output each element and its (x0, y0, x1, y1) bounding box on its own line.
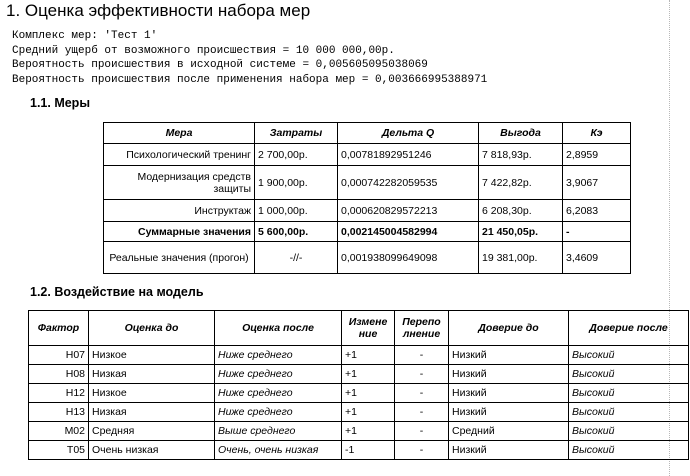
benefit-cell: 21 450,05р. (479, 222, 563, 242)
trust-after-cell: Высокий (569, 346, 689, 365)
rating-after-cell: Ниже среднего (215, 403, 342, 422)
rating-after-cell: Выше среднего (215, 422, 342, 441)
trust-before-cell: Низкий (449, 346, 569, 365)
info-line: Вероятность происшествия в исходной системе = 0,005605095038069 (12, 59, 428, 71)
section-title-impact: 1.2. Воздействие на модель (30, 285, 204, 299)
column-header: Доверие до (449, 311, 569, 346)
trust-before-cell: Низкий (449, 384, 569, 403)
table-header-row (104, 123, 631, 144)
trust-after-cell: Высокий (569, 365, 689, 384)
table-row (104, 166, 631, 200)
summary-block (12, 29, 487, 87)
table-row-total (104, 222, 631, 242)
impact-table (28, 310, 689, 460)
cost-cell: 5 600,00р. (255, 222, 338, 242)
rating-before-cell: Низкое (89, 346, 215, 365)
column-header: Оценка до (89, 311, 215, 346)
measure-cell: Психологический тренинг (104, 144, 255, 166)
delta-q-cell: 0,001938099649098 (338, 242, 479, 274)
factor-cell: M02 (29, 422, 89, 441)
table-row (29, 346, 689, 365)
benefit-cell: 7 818,93р. (479, 144, 563, 166)
rating-before-cell: Низкая (89, 403, 215, 422)
rating-before-cell: Очень низкая (89, 441, 215, 460)
trust-after-cell: Высокий (569, 384, 689, 403)
info-line: Комплекс мер: 'Тест 1' (12, 30, 158, 42)
factor-cell: H07 (29, 346, 89, 365)
table-row (29, 422, 689, 441)
benefit-cell: 19 381,00р. (479, 242, 563, 274)
rating-after-cell: Ниже среднего (215, 346, 342, 365)
trust-before-cell: Низкий (449, 441, 569, 460)
table-header-row (29, 311, 689, 346)
overflow-cell: - (395, 441, 449, 460)
factor-cell: T05 (29, 441, 89, 460)
table-row (29, 365, 689, 384)
trust-before-cell: Низкий (449, 403, 569, 422)
measures-table (103, 122, 631, 274)
change-cell: -1 (342, 441, 395, 460)
rating-before-cell: Низкое (89, 384, 215, 403)
report-heading: 1. Оценка эффективности набора мер (6, 1, 311, 20)
column-header: Мера (104, 123, 255, 144)
overflow-cell: - (395, 403, 449, 422)
rating-before-cell: Низкая (89, 365, 215, 384)
cost-cell: -//- (255, 242, 338, 274)
ke-cell: 2,8959 (563, 144, 631, 166)
ke-cell: 6,2083 (563, 200, 631, 222)
ke-cell: 3,9067 (563, 166, 631, 200)
rating-before-cell: Средняя (89, 422, 215, 441)
change-cell: +1 (342, 365, 395, 384)
delta-q-cell: 0,002145004582994 (338, 222, 479, 242)
factor-cell: H08 (29, 365, 89, 384)
overflow-cell: - (395, 422, 449, 441)
rating-after-cell: Ниже среднего (215, 365, 342, 384)
rating-after-cell: Ниже среднего (215, 384, 342, 403)
section-title-measures: 1.1. Меры (30, 96, 90, 110)
delta-q-cell: 0,00781892951246 (338, 144, 479, 166)
cost-cell: 2 700,00р. (255, 144, 338, 166)
column-header: Дельта Q (338, 123, 479, 144)
overflow-cell: - (395, 365, 449, 384)
delta-q-cell: 0,000742282059535 (338, 166, 479, 200)
trust-after-cell: Высокий (569, 403, 689, 422)
cost-cell: 1 900,00р. (255, 166, 338, 200)
column-header: Доверие после (569, 311, 689, 346)
column-header: Выгода (479, 123, 563, 144)
ke-cell: 3,4609 (563, 242, 631, 274)
measure-cell: Суммарные значения (104, 222, 255, 242)
cost-cell: 1 000,00р. (255, 200, 338, 222)
column-header: Кэ (563, 123, 631, 144)
factor-cell: H13 (29, 403, 89, 422)
measure-cell: Инструктаж (104, 200, 255, 222)
factor-cell: H12 (29, 384, 89, 403)
column-header: Затраты (255, 123, 338, 144)
column-header: Оценка после (215, 311, 342, 346)
column-header: Перепо лнение (395, 311, 449, 346)
table-row (29, 441, 689, 460)
table-row (104, 144, 631, 166)
table-row (29, 384, 689, 403)
info-line: Средний ущерб от возможного происшествия = 10 000 000,00р. (12, 44, 395, 57)
delta-q-cell: 0,000620829572213 (338, 200, 479, 222)
change-cell: +1 (342, 403, 395, 422)
overflow-cell: - (395, 384, 449, 403)
change-cell: +1 (342, 422, 395, 441)
trust-before-cell: Средний (449, 422, 569, 441)
trust-before-cell: Низкий (449, 365, 569, 384)
measure-cell: Модернизация средств защиты (104, 166, 255, 200)
change-cell: +1 (342, 384, 395, 403)
column-header: Фактор (29, 311, 89, 346)
ke-cell: - (563, 222, 631, 242)
change-cell: +1 (342, 346, 395, 365)
benefit-cell: 6 208,30р. (479, 200, 563, 222)
table-row (104, 200, 631, 222)
table-row (104, 242, 631, 274)
trust-after-cell: Высокий (569, 441, 689, 460)
overflow-cell: - (395, 346, 449, 365)
table-row (29, 403, 689, 422)
trust-after-cell: Высокий (569, 422, 689, 441)
benefit-cell: 7 422,82р. (479, 166, 563, 200)
measure-cell: Реальные значения (прогон) (104, 242, 255, 274)
column-header: Измене ние (342, 311, 395, 346)
rating-after-cell: Очень, очень низкая (215, 441, 342, 460)
info-line: Вероятность происшествия после применения набора мер = 0,003666995388971 (12, 73, 488, 86)
